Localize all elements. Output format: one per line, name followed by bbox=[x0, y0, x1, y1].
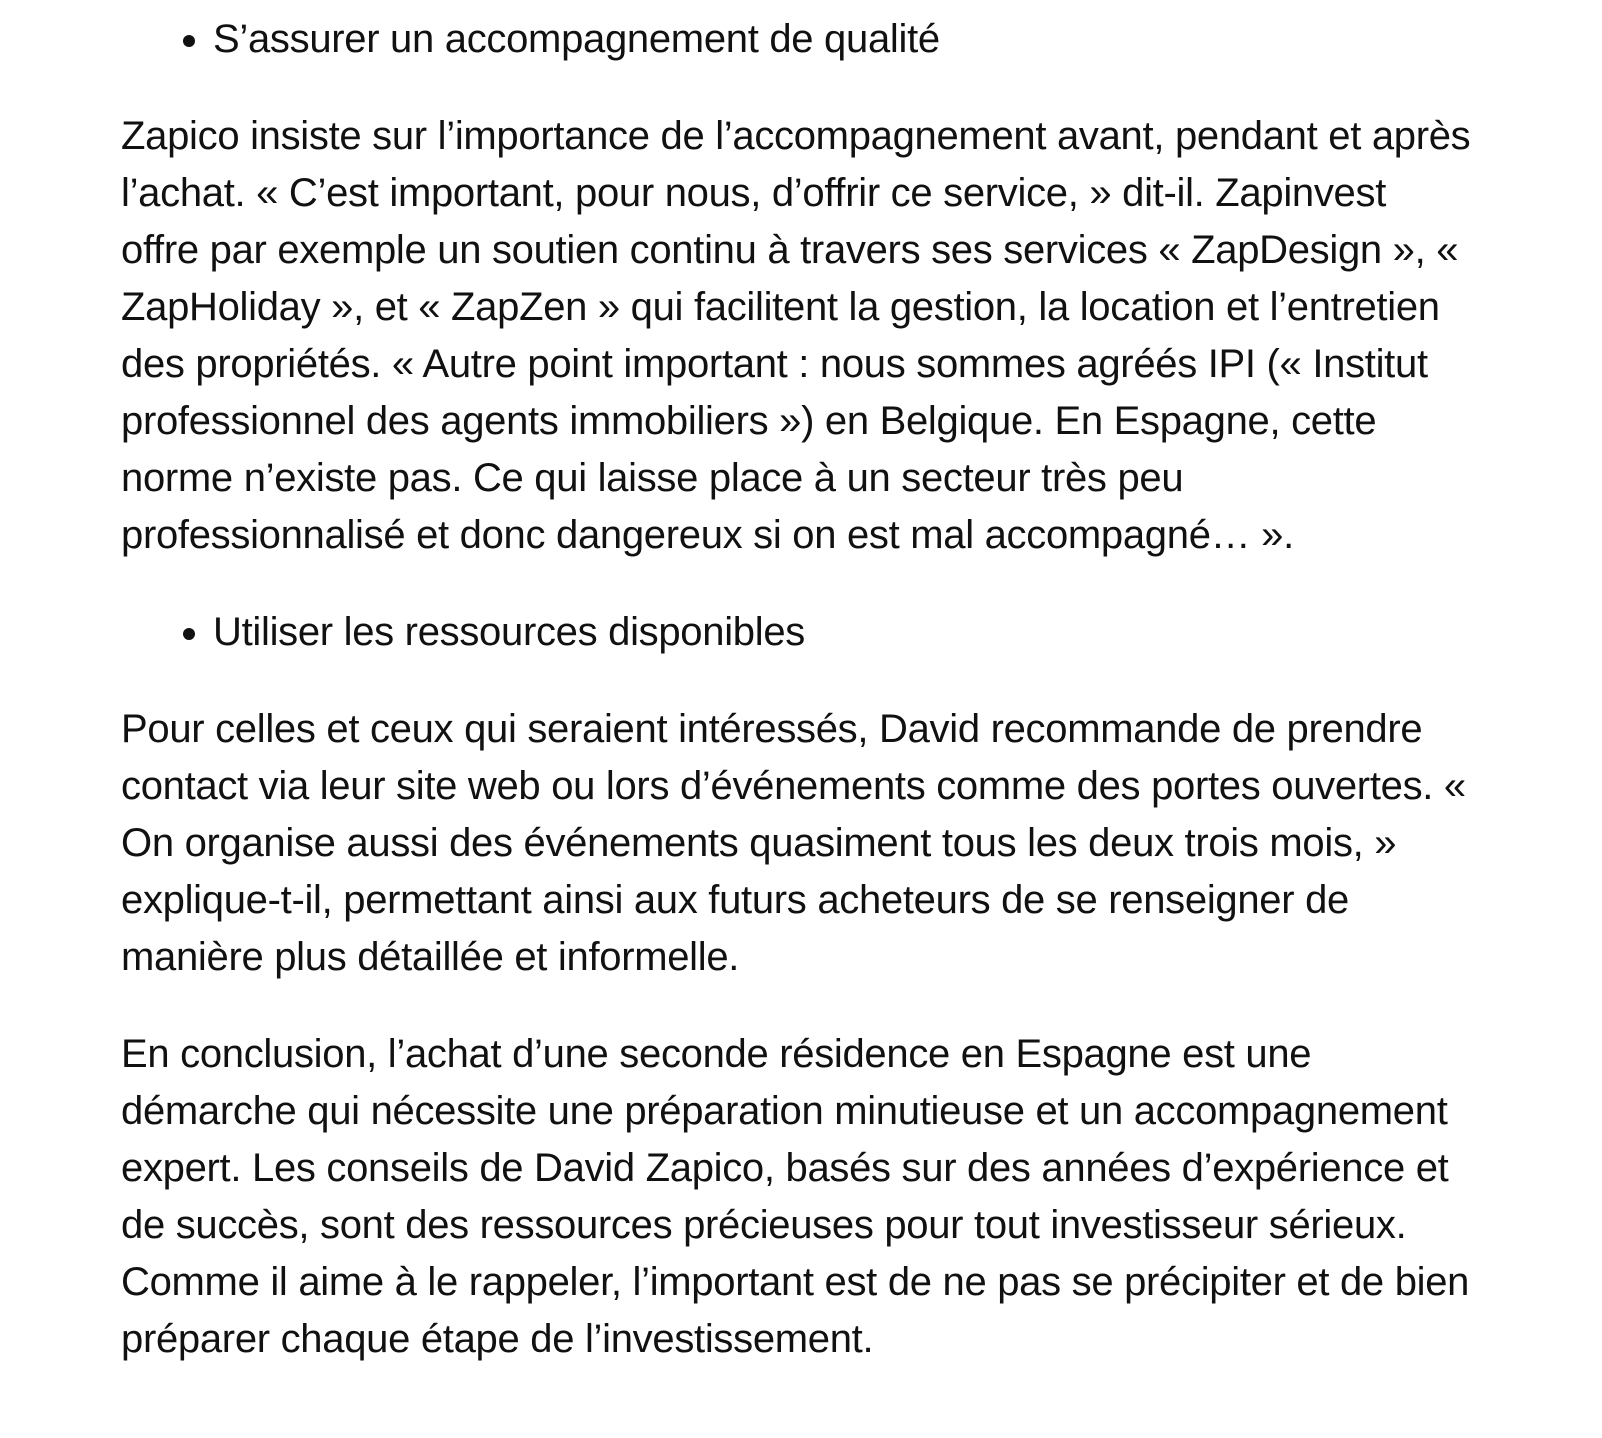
list-item-ressources bbox=[213, 604, 1472, 661]
bullet-list-quality bbox=[121, 11, 1472, 68]
list-item-quality bbox=[213, 11, 1472, 68]
paragraph-accompagnement: Zapico insiste sur l’importance de l’accompagnement avant, pendant et après l’achat. « C’est important, pour nous, d’offrir ce service, » dit-il. Zapinvest offre par exemple un soutien continu à travers ses services « ZapDesign », « ZapHoliday », et « ZapZen » qui facilitent la gestion, la location et l’entretien des propriétés. « Autre point important : nous sommes agréés IPI (« Institut professionnel des agents immobiliers ») en Belgique. En Espagne, cette norme n’existe pas. Ce qui laisse place à un secteur très peu professionnalisé et donc dangereux si on est mal accompagné… ». bbox=[121, 114, 1471, 557]
bullet-list-ressources bbox=[121, 604, 1472, 661]
list-item-ressources-label: Utiliser les ressources disponibles bbox=[213, 610, 805, 654]
list-item-quality-label: S’assurer un accompagnement de qualité bbox=[213, 17, 940, 61]
paragraph-conclusion: En conclusion, l’achat d’une seconde résidence en Espagne est une démarche qui nécessite une préparation minutieuse et un accompagnement expert. Les conseils de David Zapico, basés sur des années d’expérience et de succès, sont des ressources précieuses pour tout investisseur sérieux. Comme il aime à le rappeler, l’important est de ne pas se précipiter et de bien préparer chaque étape de l’investissement. bbox=[121, 1032, 1470, 1361]
paragraph-contact: Pour celles et ceux qui seraient intéressés, David recommande de prendre contact via leur site web ou lors d’événements comme des portes ouvertes. « On organise aussi des événements quasiment tous les deux trois mois, » explique-t-il, permettant ainsi aux futurs acheteurs de se renseigner de manière plus détaillée et informelle. bbox=[121, 707, 1466, 979]
